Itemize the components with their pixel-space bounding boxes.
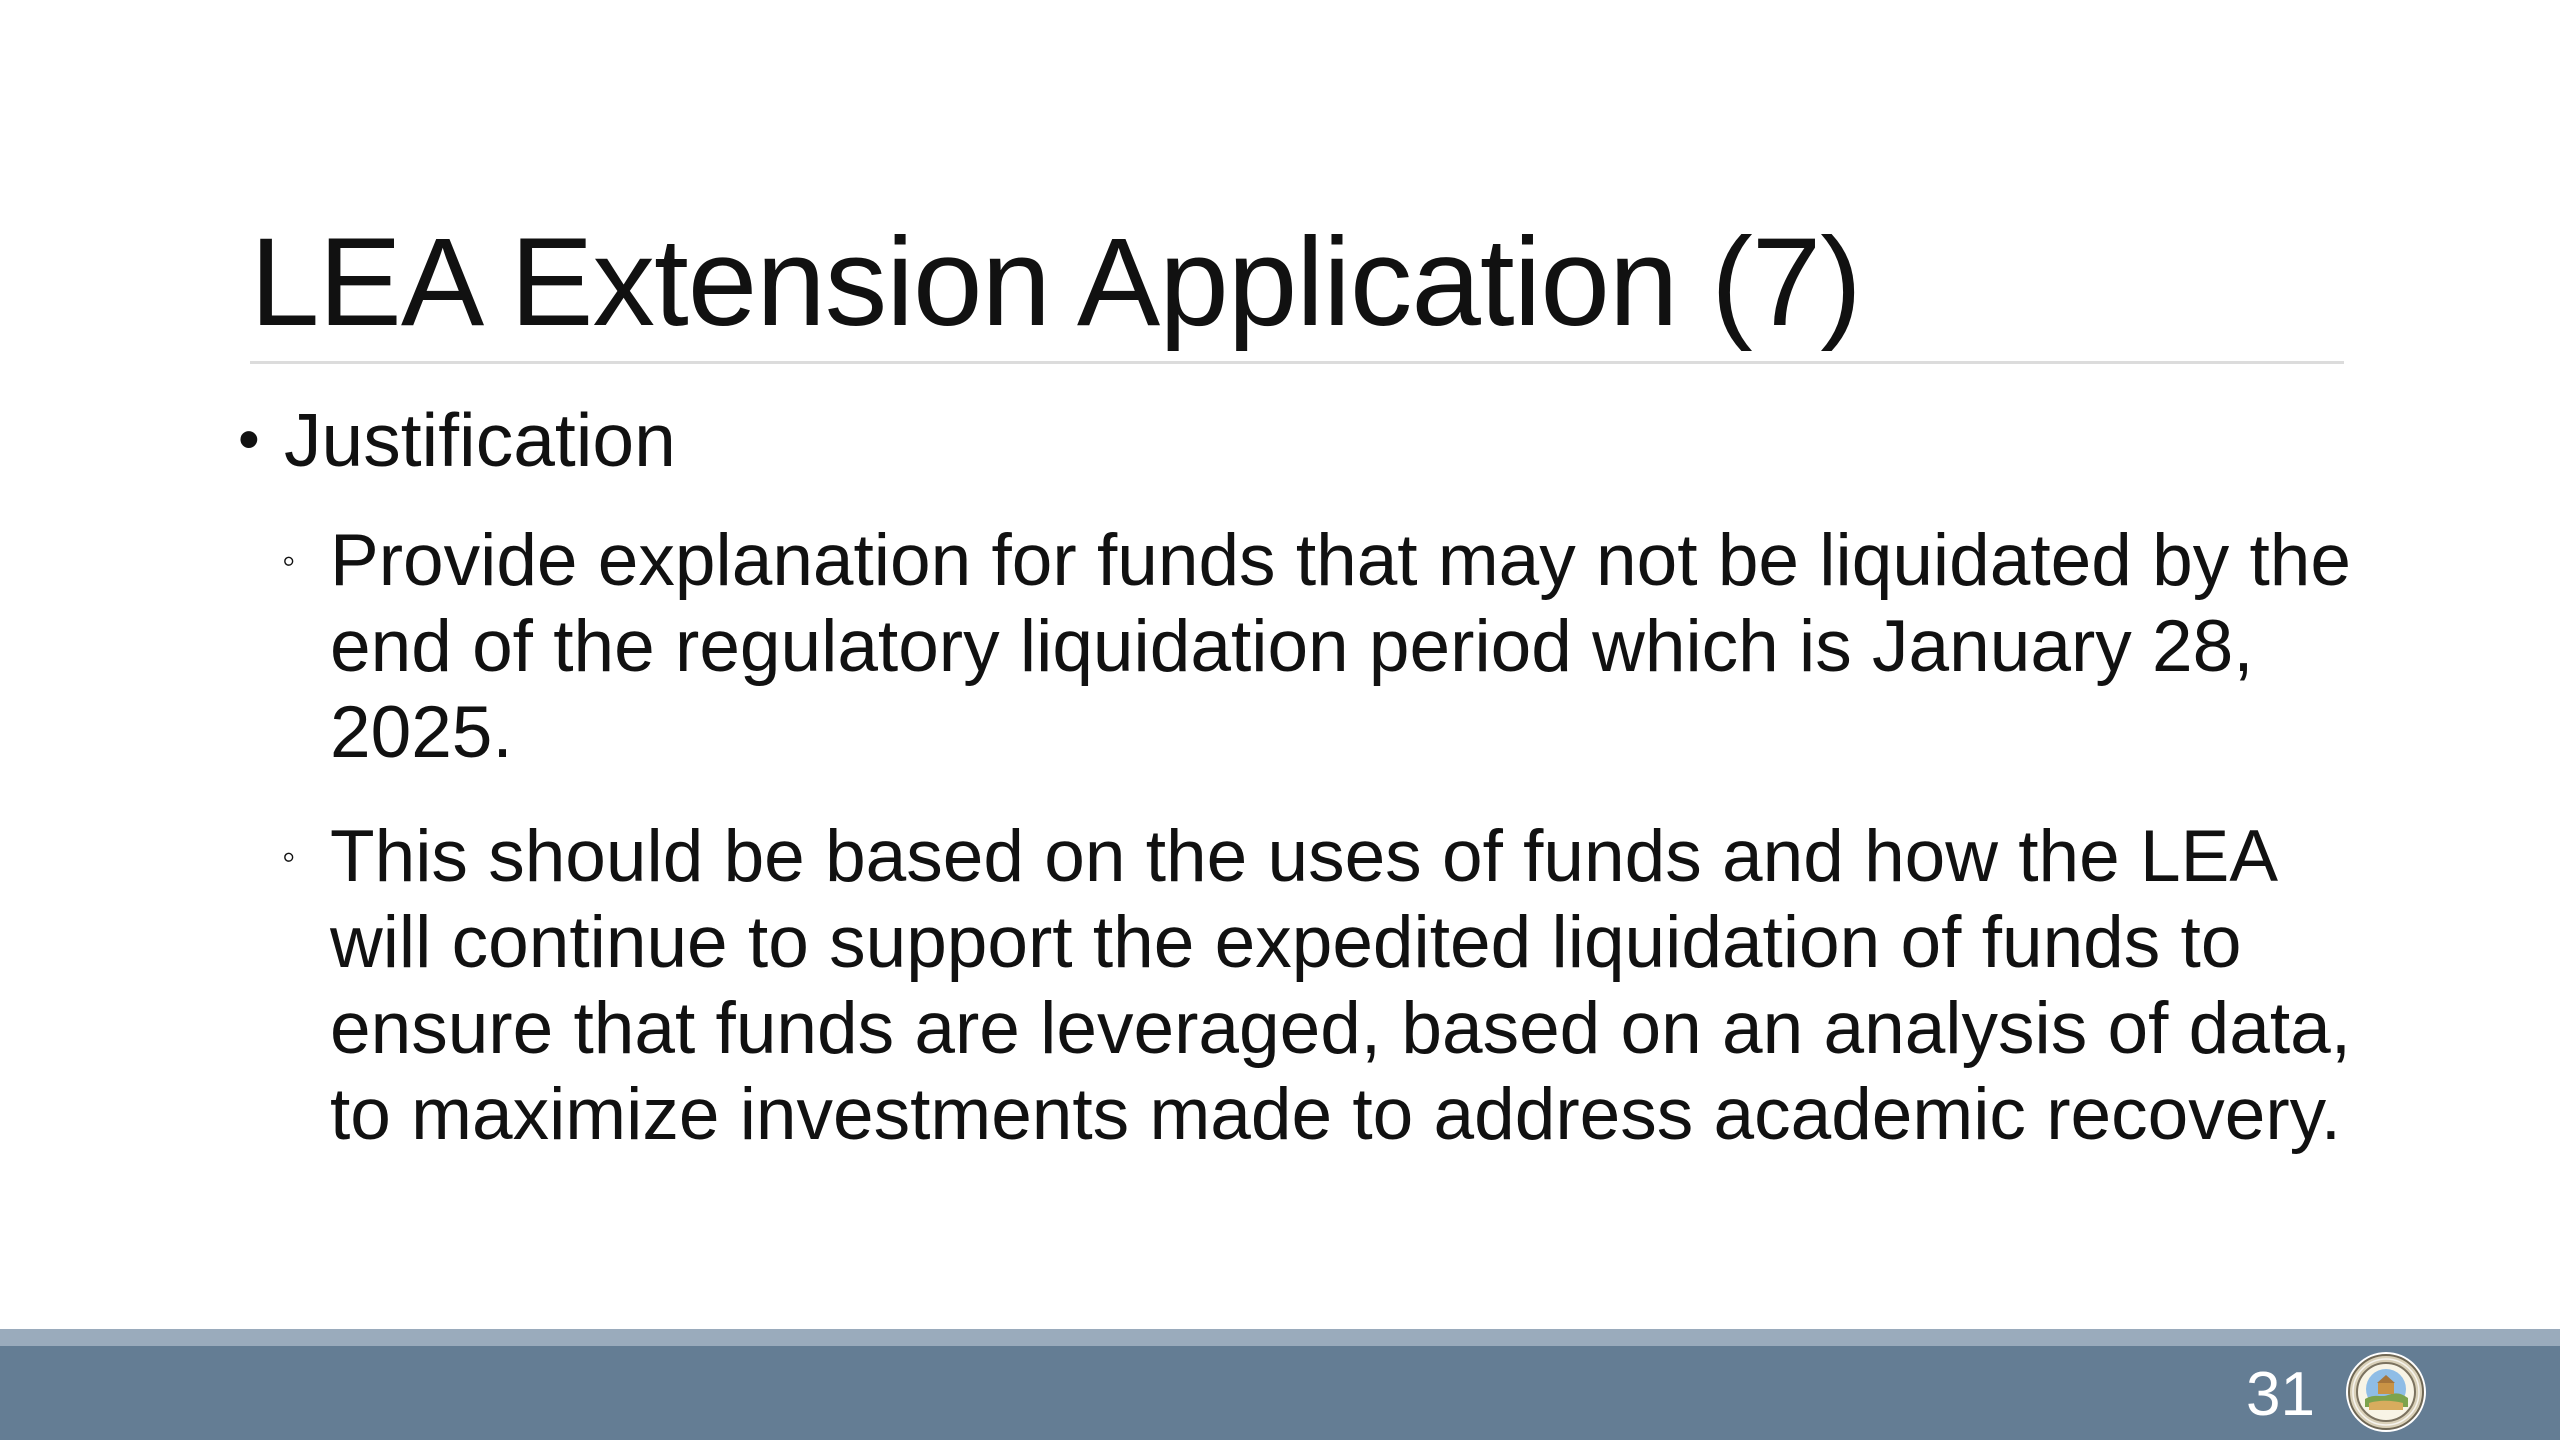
footer-highlight-bar: [0, 1329, 2560, 1346]
state-seal-icon: [2344, 1350, 2428, 1434]
bullet-text: Justification: [284, 398, 676, 482]
bullet-marker: •: [238, 405, 260, 474]
slide-title: LEA Extension Application (7): [250, 213, 1861, 352]
title-divider: [250, 361, 2344, 364]
sub-bullet-marker: ◦: [282, 836, 296, 878]
page-number: 31: [2246, 1360, 2315, 1429]
bullet-justification: [238, 396, 676, 484]
sub-bullet-explanation: [282, 518, 2380, 776]
sub-bullet-text: Provide explanation for funds that may not be liquidated by the end of the regulatory liquidation period which is January 28, 2025.: [330, 520, 2351, 773]
sub-bullet-marker: ◦: [282, 540, 296, 582]
sub-bullet-basis: [282, 814, 2380, 1158]
footer-bar: [0, 1346, 2560, 1440]
sub-bullet-text: This should be based on the uses of funds and how the LEA will continue to support the expedited liquidation of funds to ensure that funds are leveraged, based on an analysis of data, to maximize investments made to address academic recovery.: [330, 816, 2352, 1155]
